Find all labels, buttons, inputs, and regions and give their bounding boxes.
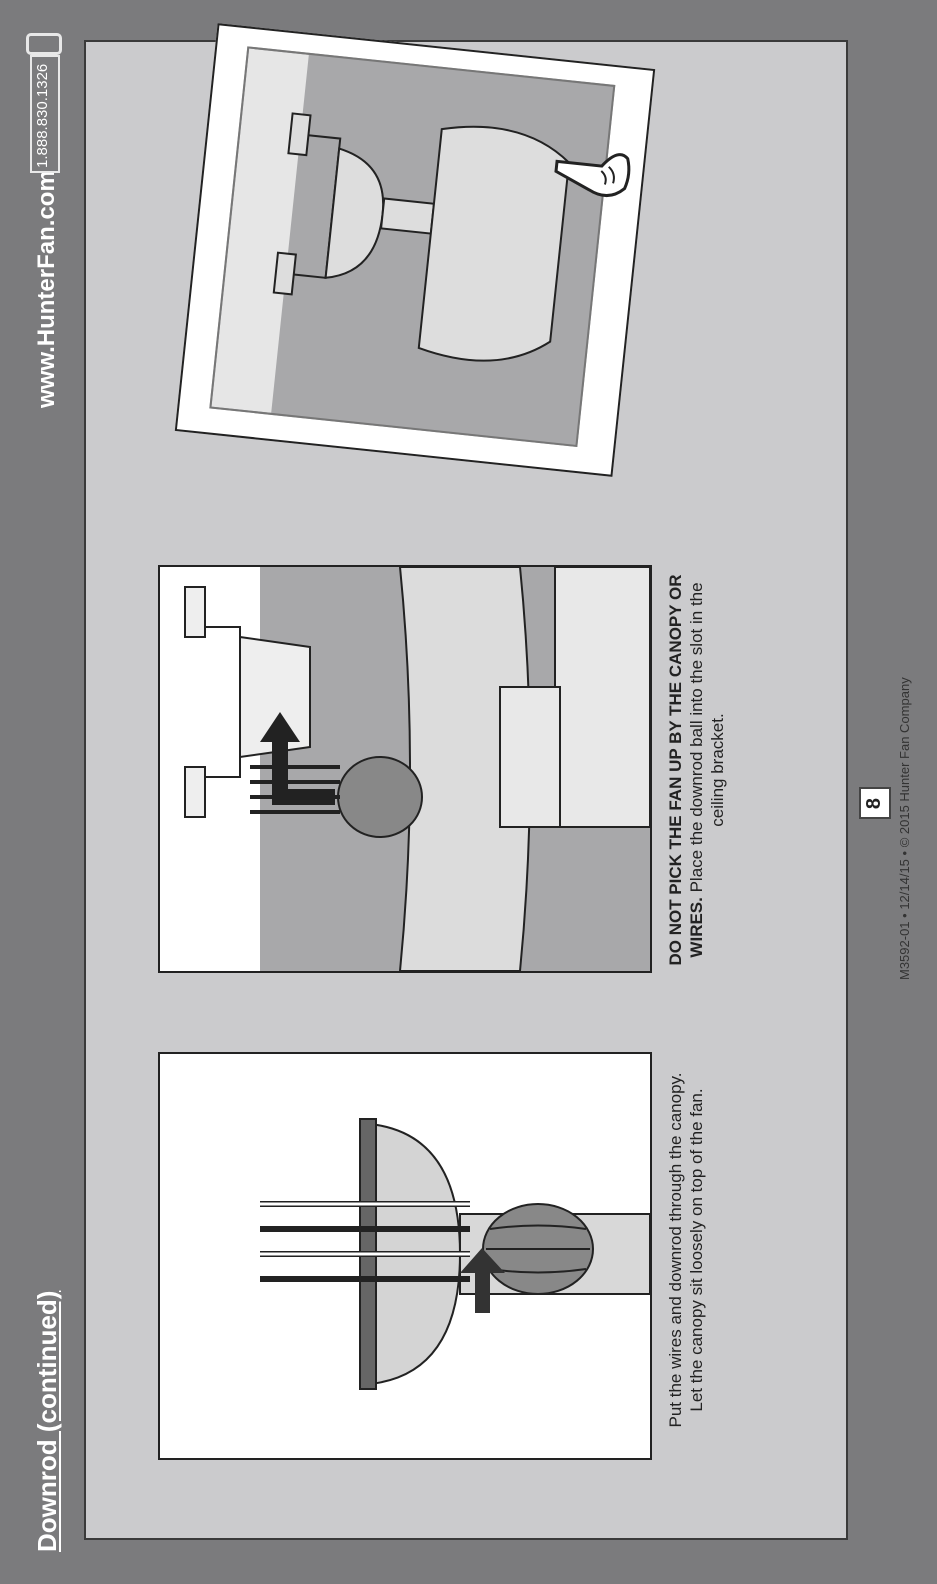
inset-photo — [175, 23, 655, 477]
step-2-warning: DO NOT PICK THE FAN UP BY THE CANOPY OR WIRES. — [666, 574, 706, 966]
step-2-illustration — [158, 565, 652, 973]
step-1-illustration — [158, 1052, 652, 1460]
page-number: 8 — [863, 797, 886, 809]
page-number-box — [859, 787, 891, 819]
step-1-caption: Put the wires and downrod through the canopy. Let the canopy sit loosely on top of the fan. — [666, 1072, 706, 1428]
phone-number[interactable]: 1.888.830.1326 — [34, 63, 51, 168]
doc-footer: M3592-01 • 12/14/15 • © 2015 Hunter Fan Company — [897, 677, 912, 980]
canopy-downrod-drawing — [160, 1054, 650, 1458]
step-2-instruction: Place the downrod ball into the slot in the ceiling bracket. — [687, 582, 727, 898]
step-2-caption — [665, 570, 735, 970]
fan-hanging-drawing — [160, 567, 650, 971]
website-link[interactable]: www.HunterFan.com — [33, 170, 60, 408]
inset-photo-image — [209, 46, 615, 447]
phone-icon — [26, 33, 62, 55]
pointing-hand-icon — [542, 121, 641, 220]
page-title: Downrod (continued) — [32, 1290, 62, 1552]
